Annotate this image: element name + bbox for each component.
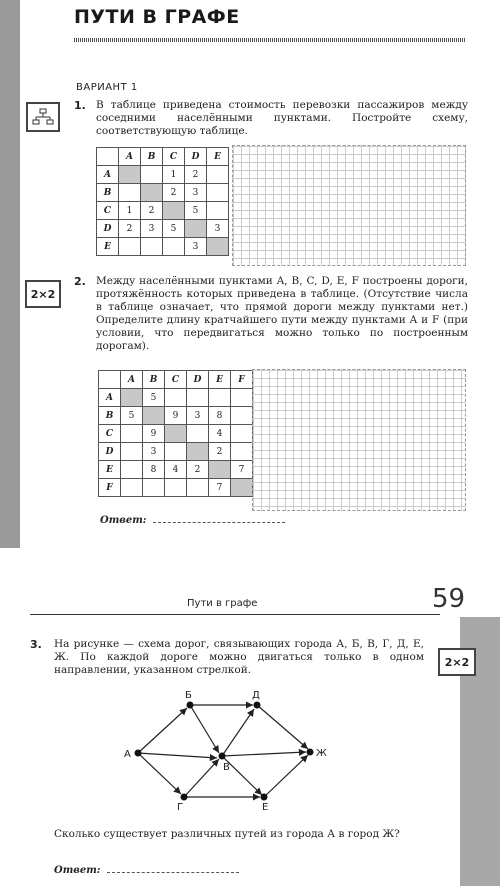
table-cell: 8 bbox=[209, 407, 231, 425]
node-label-b: Б bbox=[185, 690, 192, 701]
table-cell: 2 bbox=[209, 443, 231, 461]
table-header-cell: D bbox=[185, 148, 207, 166]
table-cell: 2 bbox=[187, 461, 209, 479]
table-header-cell: B bbox=[141, 148, 163, 166]
q2-drawing-grid bbox=[252, 369, 466, 511]
node-e bbox=[261, 794, 268, 801]
table-header-cell: C bbox=[165, 371, 187, 389]
node-d bbox=[254, 702, 261, 709]
table-corner bbox=[97, 148, 119, 166]
table-cell bbox=[231, 443, 253, 461]
table-cell bbox=[119, 166, 141, 184]
table-row-header: B bbox=[99, 407, 121, 425]
table-cell: 2 bbox=[119, 220, 141, 238]
table-cell bbox=[187, 425, 209, 443]
node-v bbox=[219, 753, 226, 760]
q2-text: Между населёнными пунктами A, B, C, D, E, F построены дороги, протяжённость которых приведена в таблице. (Отсутствие числа в таблице означает, что прямой дороги между пунктами нет.) Определите длину кратчайшего пути между пунктами A и F (при условии, что передвигаться можно только по построенным дорогам). bbox=[96, 275, 468, 352]
page-title: ПУТИ В ГРАФЕ bbox=[74, 6, 240, 28]
q3-text: На рисунке — схема дорог, связывающих города А, Б, В, Г, Д, Е, Ж. По каждой дороге можно двигаться только в одном направлении, указанном стрелкой. bbox=[54, 638, 424, 676]
table-header-cell: E bbox=[207, 148, 229, 166]
q3-answer-line[interactable] bbox=[107, 864, 239, 873]
q2-answer bbox=[100, 514, 285, 526]
table-cell bbox=[121, 461, 143, 479]
edge-v-d bbox=[222, 709, 254, 756]
table-cell: 5 bbox=[121, 407, 143, 425]
table-cell: 8 bbox=[143, 461, 165, 479]
table-cell bbox=[119, 238, 141, 256]
table-corner bbox=[99, 371, 121, 389]
table-cell: 5 bbox=[163, 220, 185, 238]
table-cell bbox=[141, 184, 163, 202]
edge-e-zh bbox=[264, 755, 308, 797]
table-cell bbox=[187, 443, 209, 461]
node-a bbox=[135, 750, 142, 757]
q3-answer bbox=[54, 864, 239, 876]
table-cell bbox=[185, 220, 207, 238]
q2-answer-line[interactable] bbox=[153, 514, 285, 523]
node-g bbox=[181, 794, 188, 801]
table-cell: 1 bbox=[163, 166, 185, 184]
q2-answer-label: Ответ: bbox=[100, 515, 147, 526]
q3-question: Сколько существует различных путей из города А в город Ж? bbox=[54, 828, 400, 840]
running-head: Пути в графе bbox=[187, 598, 258, 609]
table-cell bbox=[119, 184, 141, 202]
q3-answer-label: Ответ: bbox=[54, 865, 101, 876]
table-row-header: B bbox=[97, 184, 119, 202]
table-cell: 3 bbox=[185, 238, 207, 256]
table-cell bbox=[231, 407, 253, 425]
table-cell: 5 bbox=[185, 202, 207, 220]
table-row-header: A bbox=[99, 389, 121, 407]
table-cell: 3 bbox=[187, 407, 209, 425]
node-label-a: А bbox=[124, 749, 131, 760]
table-cell bbox=[207, 202, 229, 220]
table-cell: 2 bbox=[141, 202, 163, 220]
table-cell bbox=[165, 389, 187, 407]
table-cell bbox=[121, 479, 143, 497]
table-row bbox=[99, 425, 253, 443]
table-cell: 4 bbox=[165, 461, 187, 479]
table-cell: 3 bbox=[207, 220, 229, 238]
title-rule bbox=[74, 38, 466, 42]
table-cell bbox=[165, 479, 187, 497]
q2-number: 2. bbox=[74, 275, 86, 288]
table-row bbox=[97, 184, 229, 202]
table-cell: 2 bbox=[185, 166, 207, 184]
table-cell bbox=[207, 166, 229, 184]
node-label-v: В bbox=[223, 762, 230, 773]
node-label-e: Е bbox=[262, 802, 269, 810]
table-row-header: F bbox=[99, 479, 121, 497]
edge-v-zh bbox=[222, 752, 306, 756]
table-cell: 3 bbox=[185, 184, 207, 202]
table-row-header: D bbox=[99, 443, 121, 461]
table-cell: 9 bbox=[165, 407, 187, 425]
table-row-header: D bbox=[97, 220, 119, 238]
table-cell bbox=[141, 166, 163, 184]
table-cell bbox=[187, 479, 209, 497]
table-cell bbox=[207, 184, 229, 202]
q3-number: 3. bbox=[30, 638, 42, 651]
table-row bbox=[99, 461, 253, 479]
table-cell bbox=[231, 389, 253, 407]
table-row-header: E bbox=[97, 238, 119, 256]
edge-d-zh bbox=[257, 705, 308, 749]
table-cell bbox=[209, 389, 231, 407]
table-cell bbox=[209, 461, 231, 479]
table-row-header: E bbox=[99, 461, 121, 479]
table-cell bbox=[121, 443, 143, 461]
edge-g-v bbox=[184, 759, 219, 797]
table-row bbox=[97, 220, 229, 238]
node-label-g: Г bbox=[177, 802, 184, 810]
table-cell bbox=[163, 238, 185, 256]
table-cell: 2 bbox=[163, 184, 185, 202]
table-header-cell: A bbox=[121, 371, 143, 389]
table-cell bbox=[121, 389, 143, 407]
road-graph bbox=[110, 690, 340, 810]
table-cell bbox=[163, 202, 185, 220]
table-cell bbox=[231, 479, 253, 497]
q1-text: В таблице приведена стоимость перевозки пассажиров между соседними населёнными пунктами. Постройте схему, соответствующую таблице. bbox=[96, 99, 468, 137]
table-cell: 1 bbox=[119, 202, 141, 220]
table-header-cell: E bbox=[209, 371, 231, 389]
node-b bbox=[187, 702, 194, 709]
table-row bbox=[97, 202, 229, 220]
q3-badge: 2×2 bbox=[438, 648, 476, 676]
table-cell: 9 bbox=[143, 425, 165, 443]
q1-table bbox=[96, 147, 229, 256]
q2-table bbox=[98, 370, 253, 497]
table-row bbox=[99, 479, 253, 497]
table-header-cell: A bbox=[119, 148, 141, 166]
node-label-d: Д bbox=[252, 690, 260, 701]
table-cell bbox=[187, 389, 209, 407]
table-cell bbox=[231, 425, 253, 443]
table-cell bbox=[165, 443, 187, 461]
left-margin-bar bbox=[0, 0, 20, 548]
table-cell: 5 bbox=[143, 389, 165, 407]
table-row-header: C bbox=[99, 425, 121, 443]
table-row bbox=[97, 166, 229, 184]
table-header-cell: B bbox=[143, 371, 165, 389]
table-row bbox=[99, 443, 253, 461]
table-cell bbox=[121, 425, 143, 443]
q2-badge: 2×2 bbox=[25, 280, 61, 308]
node-zh bbox=[307, 749, 314, 756]
table-cell: 7 bbox=[209, 479, 231, 497]
table-cell bbox=[141, 238, 163, 256]
table-cell bbox=[143, 407, 165, 425]
page-number: 59 bbox=[432, 584, 466, 614]
table-header-cell: C bbox=[163, 148, 185, 166]
table-row bbox=[99, 407, 253, 425]
table-cell bbox=[207, 238, 229, 256]
edge-b-v bbox=[190, 705, 219, 753]
node-label-zh: Ж bbox=[316, 748, 327, 759]
table-row-header: A bbox=[97, 166, 119, 184]
edge-a-g bbox=[138, 753, 181, 794]
table-cell bbox=[165, 425, 187, 443]
edge-a-v bbox=[138, 753, 217, 758]
table-header-cell: D bbox=[187, 371, 209, 389]
table-cell: 7 bbox=[231, 461, 253, 479]
edge-a-b bbox=[138, 708, 187, 753]
table-cell: 3 bbox=[141, 220, 163, 238]
q1-drawing-grid bbox=[232, 145, 466, 266]
graph-scheme-icon bbox=[26, 102, 60, 132]
table-row-header: C bbox=[97, 202, 119, 220]
q1-number: 1. bbox=[74, 99, 86, 112]
table-cell: 4 bbox=[209, 425, 231, 443]
running-head-rule bbox=[30, 614, 440, 615]
table-cell: 3 bbox=[143, 443, 165, 461]
table-row bbox=[97, 238, 229, 256]
table-header-cell: F bbox=[231, 371, 253, 389]
table-cell bbox=[143, 479, 165, 497]
variant-label: ВАРИАНТ 1 bbox=[76, 82, 138, 93]
table-row bbox=[99, 389, 253, 407]
